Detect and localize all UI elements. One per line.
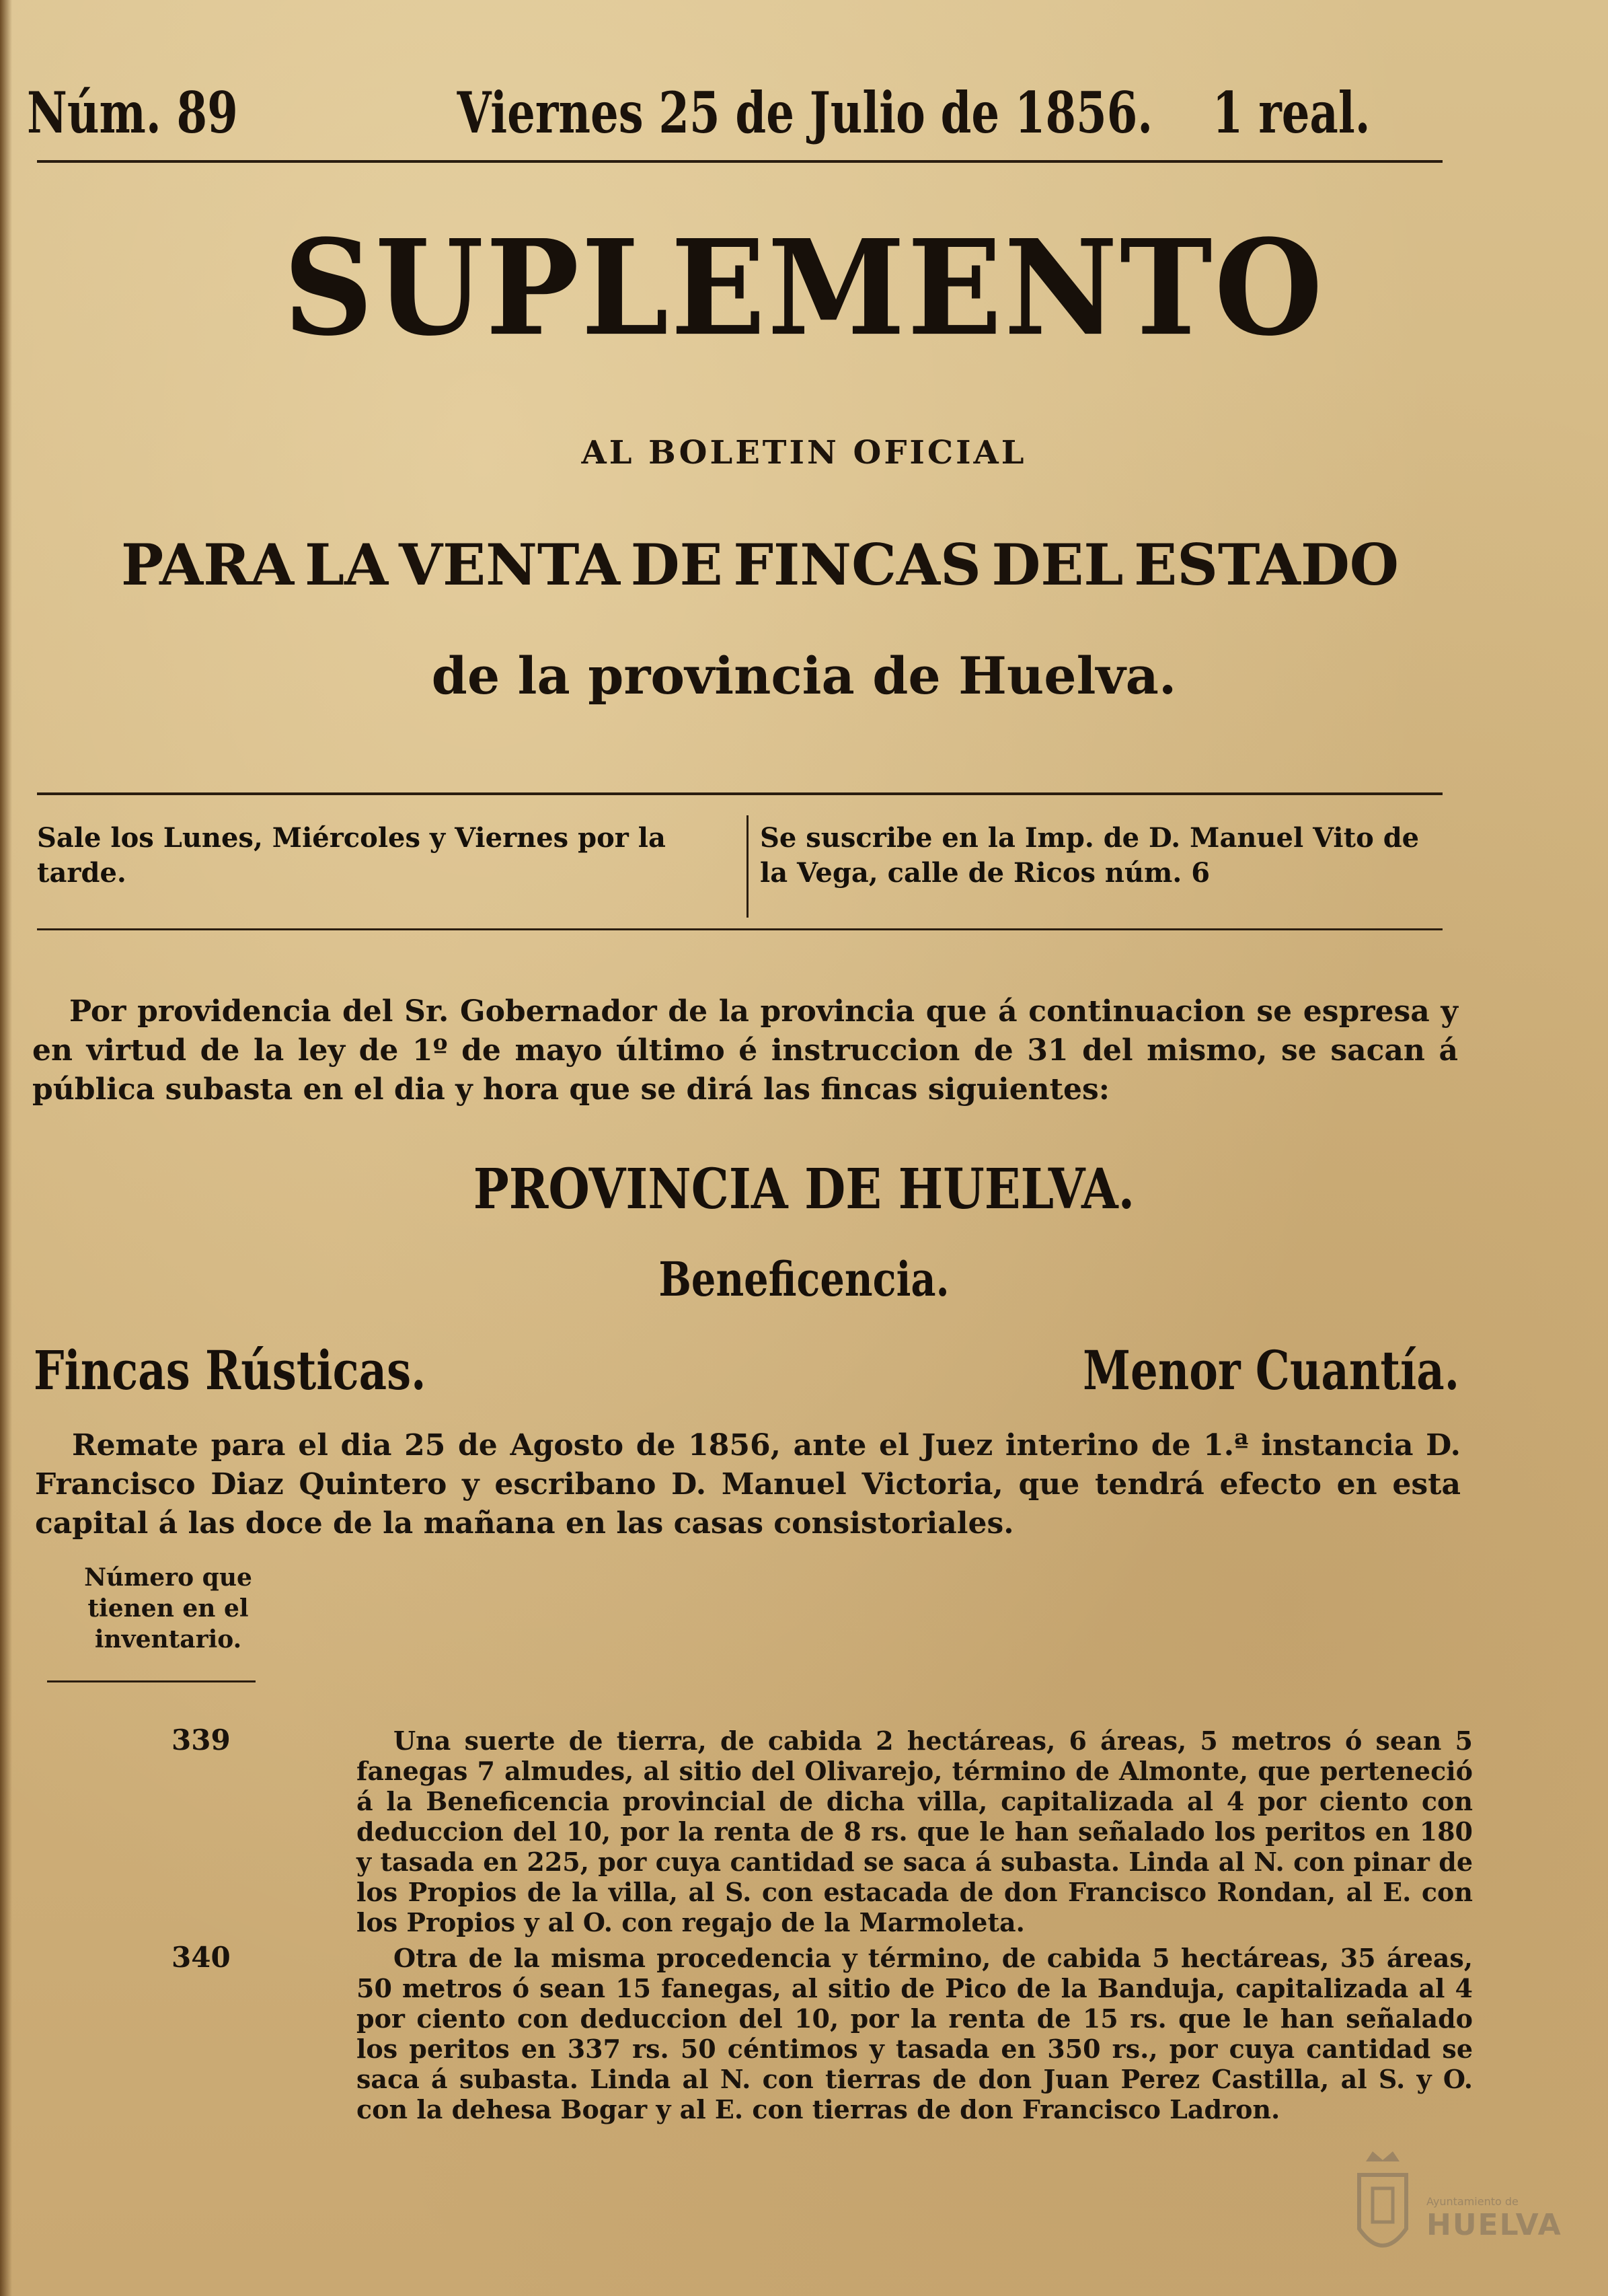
page-edge-shadow [0, 0, 12, 2296]
info-top-rule [37, 792, 1443, 795]
masthead-rule [37, 160, 1443, 163]
item-number: 340 [171, 1941, 231, 1974]
inventory-number-rule [47, 1680, 256, 1682]
fincas-rusticas-heading: Fincas Rústicas. [34, 1339, 426, 1402]
subtitle-word: ESTADO [1134, 531, 1399, 598]
menor-cuantia-heading: Menor Cuantía. [1083, 1339, 1459, 1402]
subscription-info: Se suscribe en la Imp. de D. Manuel Vito de la Vega, calle de Ricos núm. 6 [760, 822, 1420, 889]
province-heading: PROVINCIA DE HUELVA. [473, 1157, 1135, 1222]
subtitle-word: DE [630, 531, 723, 598]
coat-of-arms-icon [1346, 2148, 1420, 2269]
subtitle-word: DEL [991, 531, 1124, 598]
subtitle-word: LA [304, 531, 389, 598]
item-description: Una suerte de tierra, de cabida 2 hectáreas, 6 áreas, 5 metros ó sean 5 fanegas 7 almudes, al sitio del Olivarejo, término de Almonte, que perteneció á la Beneficencia provincial de dicha villa, capitalizada al 4 por ciento con deduccion del 10, por la renta de 8 rs. que le han señalado los peritos en 180 y tasada en 225, por cuya cantidad se saca á subasta. Linda al N. con pinar de los Propios de la villa, al S. con estacada de don Francisco Rondan, al E. con los Propios y al O. con regajo de la Marmoleta. [356, 1726, 1473, 1937]
info-bottom-rule [37, 928, 1443, 930]
subtitle-provincia: de la provincia de Huelva. [431, 646, 1177, 706]
publication-info [37, 815, 1443, 910]
intro-paragraph: Por providencia del Sr. Gobernador de la provincia que á continuacion se espresa y en virtud de la ley de 1º de mayo último é instruccion de 31 del mismo, se sacan á pública subasta en el dia y hora que se dirá las fincas siguientes: [32, 994, 1458, 1107]
watermark-big-text: HUELVA [1426, 2208, 1562, 2242]
subtitle-word: FINCAS [733, 531, 981, 598]
page-title: SUPLEMENTO [283, 210, 1325, 365]
subtitle-word: VENTA [398, 531, 621, 598]
watermark-small-text: Ayuntamiento de [1426, 2195, 1519, 2208]
masthead-line [27, 79, 1371, 153]
publication-schedule: Sale los Lunes, Miércoles y Viernes por la tarde. [37, 822, 666, 889]
subtitle-venta-fincas [121, 531, 1399, 598]
subtitle-boletin: AL BOLETIN OFICIAL [581, 434, 1027, 472]
subtitle-word: PARA [121, 531, 295, 598]
watermark-text [1426, 2195, 1561, 2242]
issue-number: Núm. 89 [27, 79, 238, 146]
inventory-number-header: Número que tienen en el inventario. [84, 1563, 252, 1654]
section-heading: Beneficencia. [658, 1251, 950, 1307]
huelva-watermark [1346, 2148, 1562, 2276]
issue-date: Viernes 25 de Julio de 1856. [457, 79, 1153, 146]
item-number: 339 [171, 1724, 231, 1756]
info-divider [746, 815, 749, 918]
issue-price: 1 real. [1212, 79, 1371, 146]
item-description: Otra de la misma procedencia y término, de cabida 5 hectáreas, 35 áreas, 50 metros ó sean 15 fanegas, al sitio de Pico de la Banduja, capitalizada al 4 por ciento con deduccion del 10, por la renta de 15 rs. que le han señalado los peritos en 337 rs. 50 céntimos y tasada en 350 rs., por cuya cantidad se saca á subasta. Linda al N. con tierras de don Juan Perez Castilla, al S. y O. con la dehesa Bogar y al E. con tierras de don Francisco Ladron. [356, 1943, 1473, 2124]
remate-paragraph: Remate para el dia 25 de Agosto de 1856, ante el Juez interino de 1.ª instancia D. Francisco Diaz Quintero y escribano D. Manuel Victoria, que tendrá efecto en esta capital á las doce de la mañana en las casas consistoriales. [35, 1428, 1461, 1541]
